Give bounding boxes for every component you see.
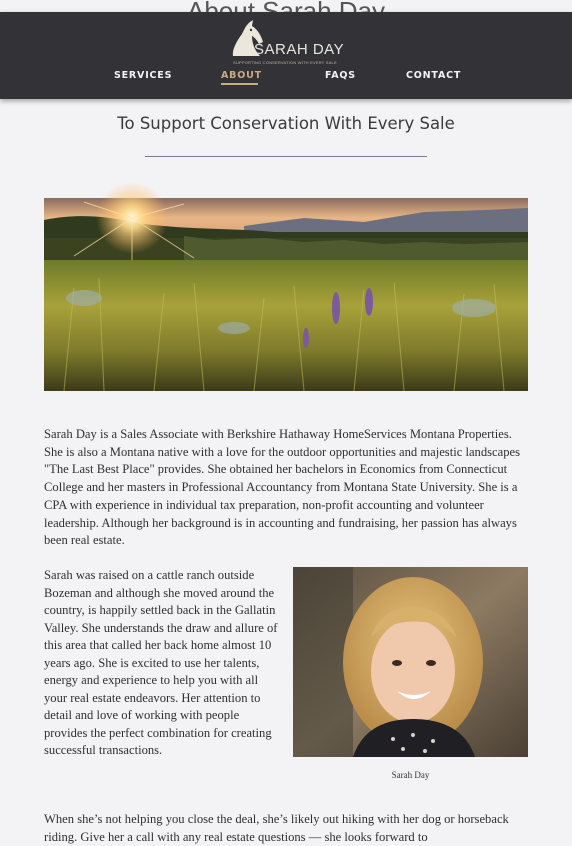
- hero-landscape-image: [44, 198, 528, 391]
- site-logo[interactable]: [230, 20, 350, 72]
- nav-active-underline: [221, 83, 258, 85]
- nav-about[interactable]: ABOUT: [221, 70, 262, 81]
- page-subtitle: To Support Conservation With Every Sale: [117, 114, 455, 133]
- brand-tagline: SUPPORTING CONSERVATION WITH EVERY SALE: [233, 60, 337, 65]
- subtitle-divider: [145, 156, 427, 157]
- bio-paragraph-1: Sarah Day is a Sales Associate with Berkshire Hathaway HomeServices Montana Properties. She is also a Montana native with a love for the outdoor opportunities and majestic landscapes "The Last Best Place" provides. She obtained her bachelors in Economics from Connecticut College and her masters in Professional Accountancy from Montana State University. She is a CPA with experience in individual tax preparation, non-profit accounting and volunteer leadership. Although her background is in accounting and fundraising, her passion has always been real estate.: [44, 427, 520, 548]
- brand-name: SARAH DAY: [254, 41, 345, 58]
- site-header: [0, 12, 572, 99]
- nav-services[interactable]: SERVICES: [114, 70, 173, 81]
- nav-faqs[interactable]: FAQS: [325, 70, 356, 81]
- bio-paragraph-2: Sarah was raised on a cattle ranch outside Bozeman and although she moved around the country, is happily settled back in the Gallatin Valley. She understands the draw and allure of this area that called her back home almost 10 years ago. She is excited to use her talents, energy and experience to help you with all your real estate endeavors. Her attention to detail and love of working with people provides the perfect combination for creating successful transactions.: [44, 568, 278, 757]
- nav-contact[interactable]: CONTACT: [406, 70, 462, 81]
- portrait-caption: Sarah Day: [391, 770, 430, 780]
- portrait-photo: [293, 567, 528, 757]
- bio-paragraph-3: When she’s not helping you close the deal, she’s likely out hiking with her dog or horseback riding. Give her a call with any real estate questions — she looks forward to: [44, 812, 509, 844]
- main-nav: [0, 70, 572, 86]
